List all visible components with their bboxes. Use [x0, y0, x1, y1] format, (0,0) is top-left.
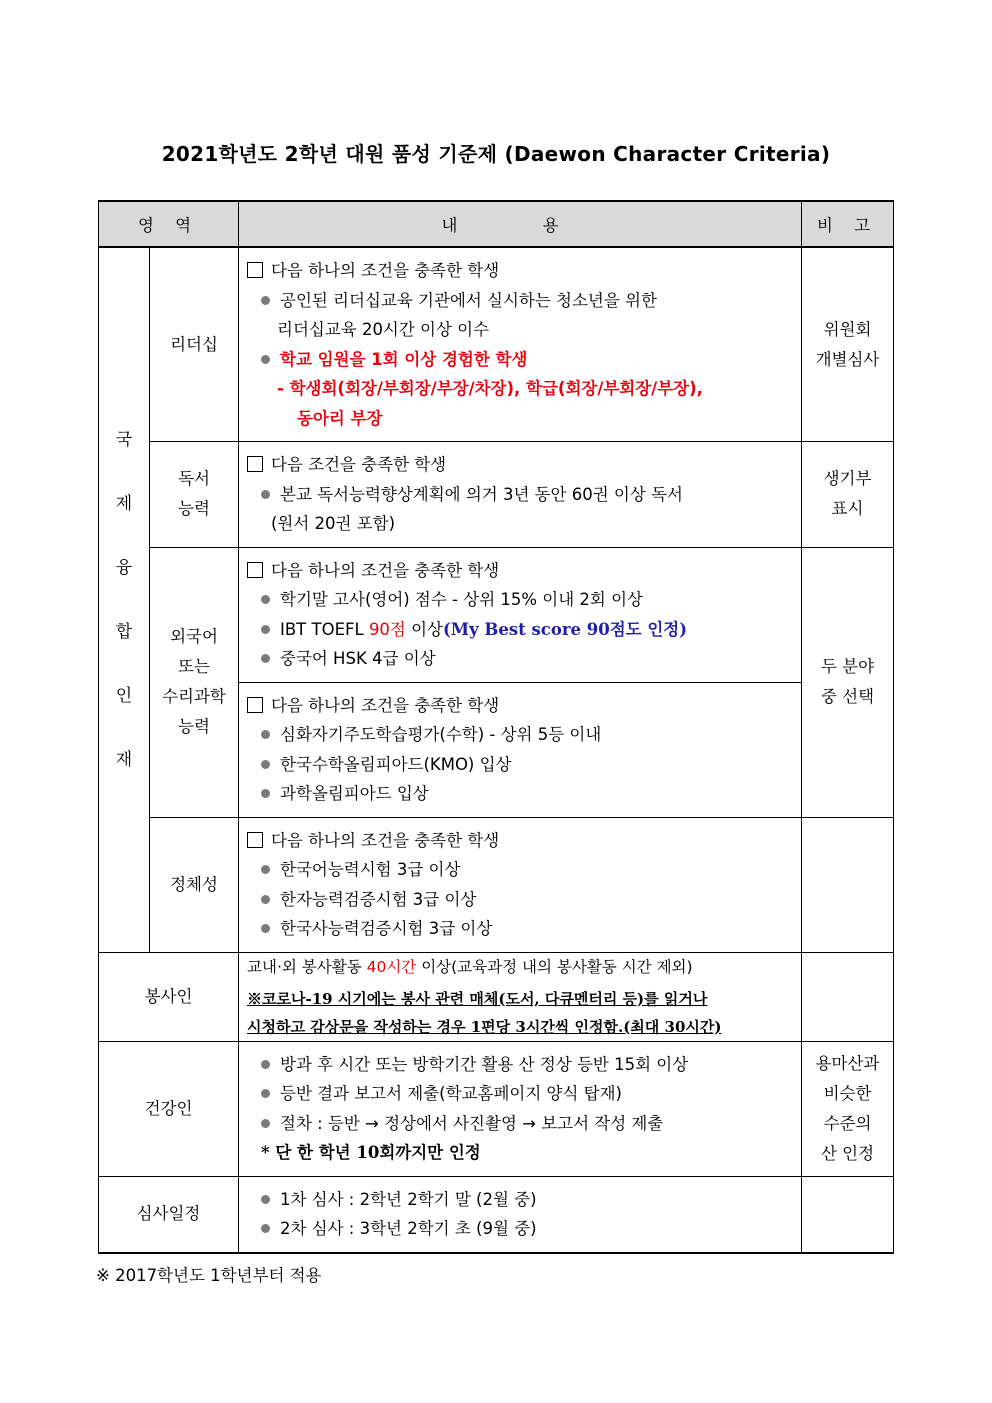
health-limit-note: * 단 한 학년 10회까지만 인정 [261, 1143, 481, 1162]
bullet-icon [261, 789, 270, 798]
condition-text: 다음 하나의 조건을 충족한 학생 [271, 695, 500, 715]
bullet-icon [261, 625, 270, 634]
math-science-content [239, 682, 802, 817]
header-note: 비 고 [802, 201, 894, 247]
table-row-health [99, 1041, 894, 1176]
note-text: 수준의 [823, 1113, 872, 1133]
reading-note [802, 442, 894, 548]
list-item: 2차 심사 : 3학년 2학기 초 (9월 중) [280, 1219, 537, 1238]
leadership-label: 리더십 [150, 247, 239, 442]
bullet-icon [261, 1195, 270, 1204]
note-text: 중 선택 [820, 687, 875, 706]
list-item-detail: - 학생회(회장/부회장/부장/차장), 학급(회장/부회장/부장), [277, 379, 703, 398]
list-item: 이상 [405, 619, 443, 639]
label-text: 외국어 [170, 627, 218, 646]
group-label-global-talent [99, 247, 150, 952]
condition-text: 다음 하나의 조건을 충족한 학생 [271, 261, 500, 280]
schedule-content [239, 1176, 802, 1253]
table-row-volunteer [99, 952, 894, 1041]
volunteer-note [802, 952, 894, 1041]
identity-content [239, 817, 802, 952]
condition-text: 다음 하나의 조건을 충족한 학생 [271, 830, 500, 850]
list-item-continued: 리더십교육 20시간 이상 이수 [277, 320, 490, 339]
bullet-icon [261, 654, 270, 663]
leadership-content [239, 247, 802, 442]
checkbox-icon [247, 832, 263, 848]
leadership-note [802, 247, 894, 442]
list-item: 중국어 HSK 4급 이상 [280, 649, 436, 668]
note-text: 비슷한 [823, 1083, 872, 1103]
header-area: 영 역 [99, 201, 239, 247]
bullet-icon [261, 760, 270, 769]
table-row-schedule [99, 1176, 894, 1253]
condition-text: 다음 하나의 조건을 충족한 학생 [271, 560, 500, 580]
group-label-char: 합 [115, 621, 133, 642]
volunteer-text: 이상(교육과정 내의 봉사활동 시간 제외) [416, 957, 693, 976]
note-text: 개별심사 [815, 349, 880, 369]
identity-note [802, 817, 894, 952]
checkbox-icon [247, 562, 263, 578]
bullet-icon [261, 895, 270, 904]
list-item: 등반 결과 보고서 제출(학교홈페이지 양식 탑재) [280, 1084, 622, 1103]
highlight-note: (My Best score 90점도 인정) [443, 619, 688, 639]
condition-text: 다음 조건을 충족한 학생 [271, 455, 447, 474]
list-item: 방과 후 시간 또는 방학기간 활용 산 정상 등반 15회 이상 [280, 1054, 689, 1074]
label-text: 능력 [178, 499, 210, 519]
table-row-reading [99, 442, 894, 548]
list-item-highlight: 학교 임원을 1회 이상 경험한 학생 [280, 349, 528, 369]
list-item: 한국어능력시험 3급 이상 [280, 860, 461, 879]
health-note [802, 1041, 894, 1176]
note-text: 생기부 [823, 469, 872, 489]
list-item: 1차 심사 : 2학년 2학기 말 (2월 중) [280, 1189, 537, 1209]
bullet-icon [261, 1224, 270, 1233]
reading-label [150, 442, 239, 548]
list-item-continued: (원서 20권 포함) [271, 514, 396, 533]
page-title: 2021학년도 2학년 대원 품성 기준제 (Daewon Character Criteria) [161, 142, 831, 166]
group-label-char: 인 [115, 685, 133, 706]
label-text: 또는 [178, 657, 210, 676]
group-label-char: 제 [115, 493, 133, 514]
group-label-char: 재 [115, 749, 133, 770]
highlight-score: 90점 [368, 619, 406, 639]
bullet-icon [261, 1089, 270, 1098]
bullet-icon [261, 595, 270, 604]
label-text: 독서 [178, 469, 210, 489]
list-item: 절차 : 등반 → 정상에서 사진촬영 → 보고서 작성 제출 [280, 1113, 664, 1133]
table-row-foreign-language [99, 547, 894, 682]
group-label-char: 국 [115, 429, 133, 450]
list-item: IBT TOEFL [280, 619, 369, 639]
bullet-icon [261, 730, 270, 739]
volunteer-content [239, 952, 802, 1041]
criteria-table [98, 200, 894, 1254]
group-label-char: 융 [115, 557, 133, 578]
note-text: 위원회 [823, 319, 872, 339]
list-item: 심화자기주도학습평가(수학) - 상위 5등 이내 [280, 725, 602, 744]
identity-label: 정체성 [150, 817, 239, 952]
bullet-icon [261, 296, 270, 305]
list-item-detail: 동아리 부장 [297, 408, 383, 428]
footer-note: ※ 2017학년도 1학년부터 적용 [96, 1266, 322, 1285]
bullet-icon [261, 1060, 270, 1069]
covid-notice: ※코로나-19 시기에는 봉사 관련 매체(도서, 다큐멘터리 등)를 읽거나 [247, 989, 708, 1008]
note-text: 산 인정 [820, 1143, 875, 1163]
health-content [239, 1041, 802, 1176]
volunteer-hours: 40시간 [366, 957, 417, 976]
list-item: 한국사능력검증시험 3급 이상 [280, 919, 493, 938]
list-item: 학기말 고사(영어) 점수 - 상위 15% 이내 2회 이상 [280, 590, 643, 609]
checkbox-icon [247, 456, 263, 472]
table-header-row [99, 201, 894, 247]
volunteer-text: 교내·외 봉사활동 [247, 957, 367, 976]
table-row-identity [99, 817, 894, 952]
checkbox-icon [247, 262, 263, 278]
note-text: 표시 [831, 499, 864, 519]
note-text: 용마산과 [815, 1053, 880, 1073]
label-text: 능력 [178, 717, 210, 736]
list-item: 본교 독서능력향상계획에 의거 3년 동안 60권 이상 독서 [280, 484, 683, 504]
foreign-label [150, 547, 239, 817]
note-text: 두 분야 [820, 657, 875, 676]
foreign-language-content [239, 547, 802, 682]
header-content: 내 용 [239, 201, 802, 247]
bullet-icon [261, 1119, 270, 1128]
bullet-icon [261, 865, 270, 874]
table-row-leadership [99, 247, 894, 442]
label-text: 수리과학 [162, 687, 226, 706]
checkbox-icon [247, 697, 263, 713]
covid-notice: 시청하고 감상문을 작성하는 경우 1편당 3시간씩 인정함.(최대 30시간) [247, 1017, 722, 1036]
schedule-label: 심사일정 [99, 1176, 239, 1253]
list-item: 과학올림피아드 입상 [280, 784, 429, 803]
reading-content [239, 442, 802, 548]
bullet-icon [261, 924, 270, 933]
health-label: 건강인 [99, 1041, 239, 1176]
schedule-note [802, 1176, 894, 1253]
list-item: 공인된 리더십교육 기관에서 실시하는 청소년을 위한 [280, 290, 657, 310]
bullet-icon [261, 490, 270, 499]
list-item: 한국수학올림피아드(KMO) 입상 [280, 754, 512, 774]
bullet-icon [261, 355, 270, 364]
volunteer-label: 봉사인 [99, 952, 239, 1041]
foreign-note [802, 547, 894, 817]
list-item: 한자능력검증시험 3급 이상 [280, 889, 477, 909]
